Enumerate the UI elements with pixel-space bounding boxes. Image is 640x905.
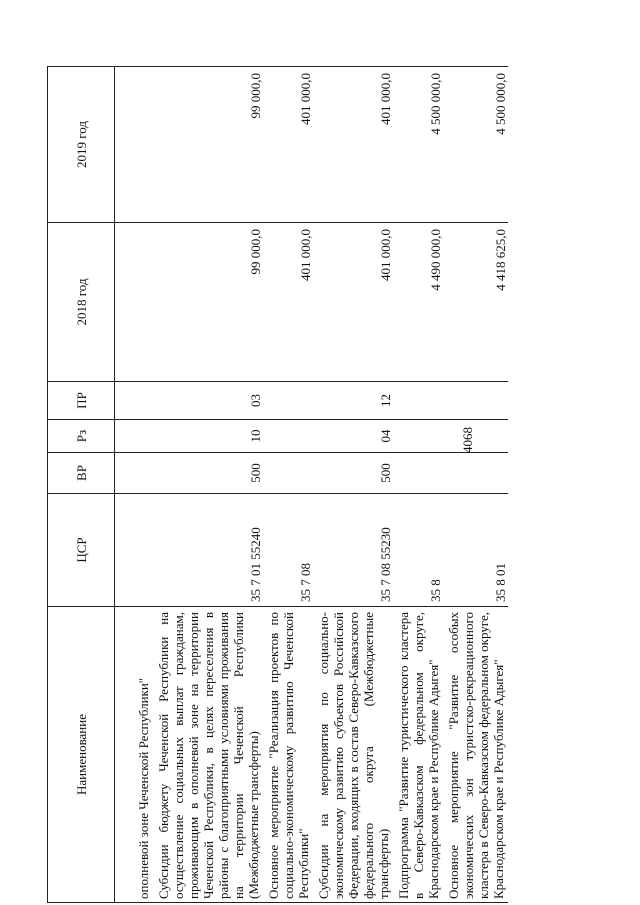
table-row bbox=[263, 67, 313, 903]
row-name: Основное мероприятие "Развитие особых экономических зон туристско-рекреационного кластера в Северо-Кавказском федеральном округе, Краснодарском крае и Республике Адыгея" bbox=[445, 612, 506, 899]
page-number: 4068 bbox=[460, 427, 475, 453]
header-2019: 2019 год bbox=[48, 67, 115, 223]
row-csr: 35 8 bbox=[393, 494, 443, 607]
row-rz: 10 bbox=[153, 420, 263, 453]
row-2019: 99 000,0 bbox=[153, 67, 263, 223]
header-name: Наименование bbox=[48, 607, 115, 903]
row-2018: 401 000,0 bbox=[313, 223, 393, 382]
row-csr: 35 7 01 55240 bbox=[153, 494, 263, 607]
row-2018: 4 418 625,0 bbox=[443, 223, 508, 382]
row-pr: 03 bbox=[153, 382, 263, 420]
row-2019: 401 000,0 bbox=[313, 67, 393, 223]
row-csr: 35 7 08 bbox=[263, 494, 313, 607]
row-2018: 401 000,0 bbox=[263, 223, 313, 382]
row-name: Субсидии на мероприятия по социально-экономическому развитию субъектов Российской Федерации, входящих в состав Северо-Кавказского федерального округа (Межбюджетные трансферты) bbox=[315, 612, 391, 899]
row-rz: 04 bbox=[313, 420, 393, 453]
row-rz bbox=[393, 420, 443, 453]
row-name: Подпрограмма "Развитие туристического кластера в Северо-Кавказском федеральном округе, Краснодарском крае и Республике Адыгея" bbox=[395, 612, 441, 899]
row-pr: 12 bbox=[313, 382, 393, 420]
row-name: ополневой зоне Чеченской Республики" bbox=[135, 677, 151, 899]
row-vr: 500 bbox=[313, 453, 393, 494]
row-name: Субсидии бюджету Чеченской Республики на осуществление социальных выплат гражданам, проживающим в ополневой зоне на территории Чеченской Республики, в целях переселения в районы с благоприятными условиями проживания на территории Чеченской Республики (Межбюджетные трансферты) bbox=[155, 612, 261, 899]
row-vr bbox=[443, 453, 508, 494]
row-2018 bbox=[115, 223, 153, 382]
header-vr: ВР bbox=[48, 453, 115, 494]
row-vr bbox=[263, 453, 313, 494]
row-2019: 4 500 000,0 bbox=[393, 67, 443, 223]
row-vr bbox=[393, 453, 443, 494]
rotated-page-content bbox=[47, 25, 547, 903]
header-csr: ЦСР bbox=[48, 494, 115, 607]
row-csr: 35 7 08 55230 bbox=[313, 494, 393, 607]
row-rz bbox=[263, 420, 313, 453]
row-2018: 99 000,0 bbox=[153, 223, 263, 382]
table-row bbox=[393, 67, 443, 903]
row-name: Основное мероприятие "Реализация проектов по социально-экономическому развитию Чеченской Республики" bbox=[265, 612, 311, 899]
table-row bbox=[443, 67, 508, 903]
row-vr: 500 bbox=[153, 453, 263, 494]
header-rz: Рз bbox=[48, 420, 115, 453]
row-rz bbox=[115, 420, 153, 453]
row-2019 bbox=[115, 67, 153, 223]
table-row bbox=[115, 67, 153, 903]
budget-table bbox=[47, 66, 508, 903]
row-csr bbox=[115, 494, 153, 607]
row-pr bbox=[263, 382, 313, 420]
row-csr: 35 8 01 bbox=[443, 494, 508, 607]
row-2019: 401 000,0 bbox=[263, 67, 313, 223]
row-pr bbox=[393, 382, 443, 420]
row-pr bbox=[115, 382, 153, 420]
table-row bbox=[313, 67, 393, 903]
header-2018: 2018 год bbox=[48, 223, 115, 382]
header-pr: ПР bbox=[48, 382, 115, 420]
row-pr bbox=[443, 382, 508, 420]
table-header-row bbox=[48, 67, 115, 903]
row-rz bbox=[443, 420, 508, 453]
table-row bbox=[153, 67, 263, 903]
row-2018: 4 490 000,0 bbox=[393, 223, 443, 382]
row-2019: 4 500 000,0 bbox=[443, 67, 508, 223]
row-vr bbox=[115, 453, 153, 494]
